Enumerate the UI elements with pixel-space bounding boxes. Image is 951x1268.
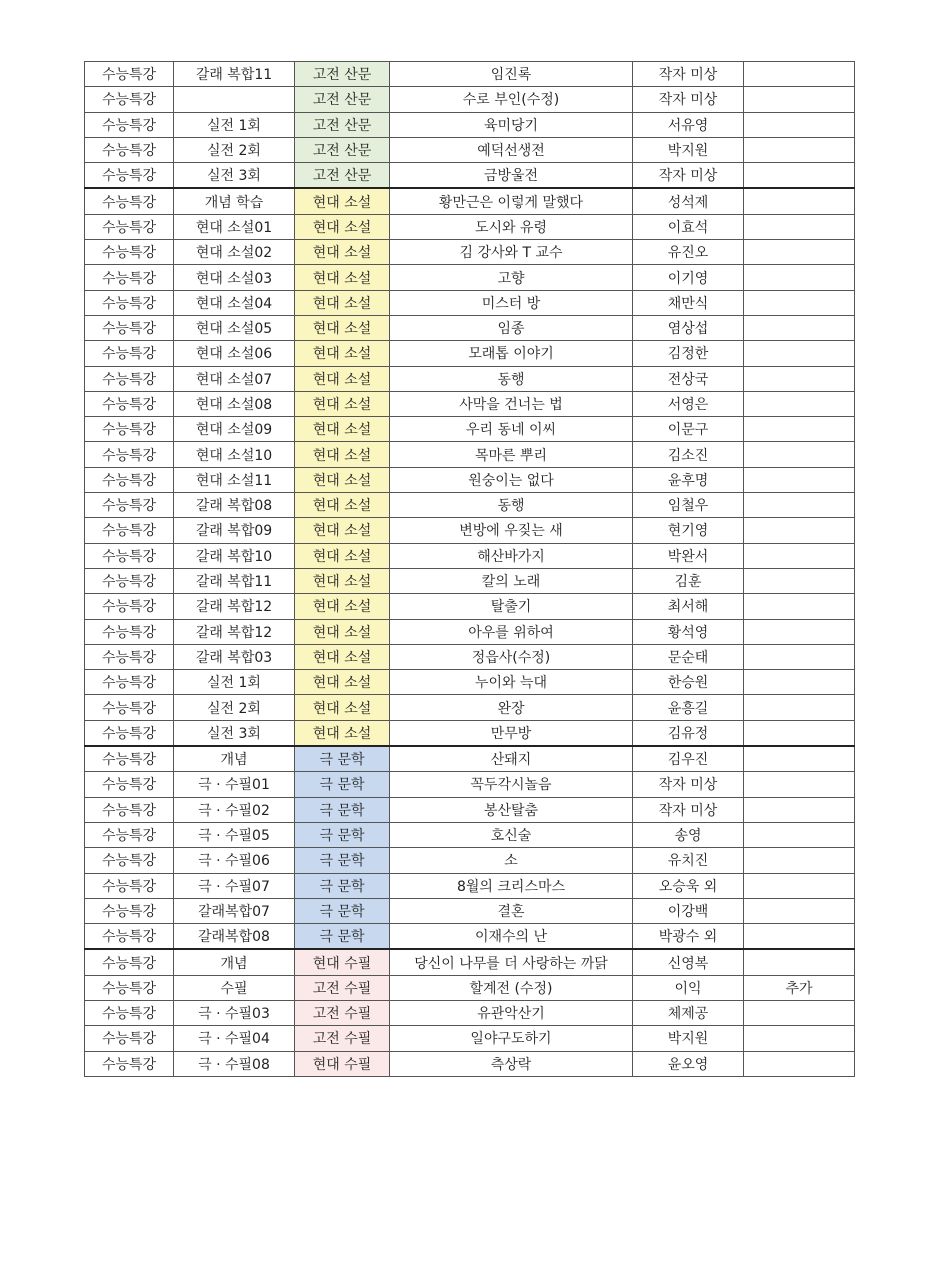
- category-cell: 수능특강: [85, 1051, 174, 1076]
- unit-cell: 현대 소설01: [174, 214, 295, 239]
- genre-cell: 현대 소설: [295, 619, 390, 644]
- author-cell: 오승욱 외: [633, 873, 744, 898]
- category-cell: 수능특강: [85, 746, 174, 772]
- author-cell: 현기영: [633, 518, 744, 543]
- genre-cell: 극 문학: [295, 746, 390, 772]
- genre-cell: 현대 소설: [295, 594, 390, 619]
- note-cell: [744, 746, 855, 772]
- note-cell: [744, 315, 855, 340]
- author-cell: 황석영: [633, 619, 744, 644]
- note-cell: [744, 62, 855, 87]
- unit-cell: 갈래 복합12: [174, 594, 295, 619]
- genre-cell: 현대 소설: [295, 644, 390, 669]
- genre-cell: 고전 산문: [295, 137, 390, 162]
- title-cell: 원숭이는 없다: [390, 467, 633, 492]
- unit-cell: 현대 소설03: [174, 265, 295, 290]
- table-row: [85, 391, 855, 416]
- table-row: [85, 695, 855, 720]
- category-cell: 수능특강: [85, 543, 174, 568]
- author-cell: 한승원: [633, 670, 744, 695]
- note-cell: [744, 240, 855, 265]
- note-cell: [744, 924, 855, 950]
- unit-cell: 실전 3회: [174, 720, 295, 746]
- title-cell: 봉산탈춤: [390, 797, 633, 822]
- genre-cell: 현대 수필: [295, 949, 390, 975]
- table-row: [85, 315, 855, 340]
- author-cell: 김정한: [633, 341, 744, 366]
- unit-cell: 개념 학습: [174, 188, 295, 214]
- title-cell: 측상락: [390, 1051, 633, 1076]
- author-cell: 채만식: [633, 290, 744, 315]
- author-cell: 이강백: [633, 898, 744, 923]
- table-row: [85, 493, 855, 518]
- title-cell: 도시와 유령: [390, 214, 633, 239]
- unit-cell: 현대 소설05: [174, 315, 295, 340]
- note-cell: [744, 391, 855, 416]
- table-row: [85, 163, 855, 189]
- genre-cell: 현대 소설: [295, 493, 390, 518]
- author-cell: 김훈: [633, 568, 744, 593]
- author-cell: 체제공: [633, 1000, 744, 1025]
- note-cell: [744, 1051, 855, 1076]
- category-cell: 수능특강: [85, 188, 174, 214]
- title-cell: 칼의 노래: [390, 568, 633, 593]
- note-cell: 추가: [744, 975, 855, 1000]
- unit-cell: 갈래 복합09: [174, 518, 295, 543]
- genre-cell: 현대 소설: [295, 442, 390, 467]
- category-cell: 수능특강: [85, 720, 174, 746]
- title-cell: 소: [390, 848, 633, 873]
- note-cell: [744, 670, 855, 695]
- author-cell: 서영은: [633, 391, 744, 416]
- title-cell: 아우를 위하여: [390, 619, 633, 644]
- note-cell: [744, 568, 855, 593]
- title-cell: 사막을 건너는 법: [390, 391, 633, 416]
- category-cell: 수능특강: [85, 341, 174, 366]
- title-cell: 미스터 방: [390, 290, 633, 315]
- category-cell: 수능특강: [85, 391, 174, 416]
- genre-cell: 극 문학: [295, 797, 390, 822]
- title-cell: 꼭두각시놀음: [390, 772, 633, 797]
- note-cell: [744, 644, 855, 669]
- note-cell: [744, 265, 855, 290]
- category-cell: 수능특강: [85, 568, 174, 593]
- table-row: [85, 1026, 855, 1051]
- title-cell: 수로 부인(수정): [390, 87, 633, 112]
- author-cell: 작자 미상: [633, 772, 744, 797]
- note-cell: [744, 137, 855, 162]
- table-row: [85, 543, 855, 568]
- note-cell: [744, 720, 855, 746]
- note-cell: [744, 1026, 855, 1051]
- unit-cell: 극 · 수필06: [174, 848, 295, 873]
- title-cell: 동행: [390, 366, 633, 391]
- note-cell: [744, 848, 855, 873]
- unit-cell: 실전 2회: [174, 137, 295, 162]
- table-row: [85, 1000, 855, 1025]
- unit-cell: 갈래 복합11: [174, 568, 295, 593]
- author-cell: 이기영: [633, 265, 744, 290]
- category-cell: 수능특강: [85, 442, 174, 467]
- note-cell: [744, 772, 855, 797]
- genre-cell: 고전 산문: [295, 62, 390, 87]
- category-cell: 수능특강: [85, 594, 174, 619]
- genre-cell: 현대 소설: [295, 290, 390, 315]
- author-cell: 유진오: [633, 240, 744, 265]
- unit-cell: 현대 소설06: [174, 341, 295, 366]
- table-row: [85, 265, 855, 290]
- table-row: [85, 214, 855, 239]
- author-cell: 이익: [633, 975, 744, 1000]
- table-row: [85, 290, 855, 315]
- table-row: [85, 467, 855, 492]
- category-cell: 수능특강: [85, 848, 174, 873]
- title-cell: 고향: [390, 265, 633, 290]
- title-cell: 탈출기: [390, 594, 633, 619]
- genre-cell: 현대 소설: [295, 315, 390, 340]
- category-cell: 수능특강: [85, 163, 174, 189]
- category-cell: 수능특강: [85, 493, 174, 518]
- table-row: [85, 341, 855, 366]
- note-cell: [744, 594, 855, 619]
- author-cell: 서유영: [633, 112, 744, 137]
- genre-cell: 현대 소설: [295, 391, 390, 416]
- note-cell: [744, 290, 855, 315]
- author-cell: 유치진: [633, 848, 744, 873]
- table-row: [85, 1051, 855, 1076]
- author-cell: 윤오영: [633, 1051, 744, 1076]
- title-cell: 임진록: [390, 62, 633, 87]
- title-cell: 당신이 나무를 더 사랑하는 까닭: [390, 949, 633, 975]
- table-row: [85, 137, 855, 162]
- genre-cell: 현대 소설: [295, 366, 390, 391]
- literature-list-table: [84, 61, 855, 1077]
- unit-cell: 극 · 수필07: [174, 873, 295, 898]
- category-cell: 수능특강: [85, 518, 174, 543]
- author-cell: 최서해: [633, 594, 744, 619]
- note-cell: [744, 341, 855, 366]
- note-cell: [744, 493, 855, 518]
- note-cell: [744, 442, 855, 467]
- title-cell: 결혼: [390, 898, 633, 923]
- author-cell: 박지원: [633, 137, 744, 162]
- unit-cell: 실전 2회: [174, 695, 295, 720]
- category-cell: 수능특강: [85, 112, 174, 137]
- unit-cell: 갈래 복합12: [174, 619, 295, 644]
- category-cell: 수능특강: [85, 1000, 174, 1025]
- table-row: [85, 644, 855, 669]
- table-row: [85, 417, 855, 442]
- title-cell: 정읍사(수정): [390, 644, 633, 669]
- table-row: [85, 797, 855, 822]
- note-cell: [744, 188, 855, 214]
- author-cell: 윤후명: [633, 467, 744, 492]
- genre-cell: 고전 산문: [295, 112, 390, 137]
- genre-cell: 고전 수필: [295, 1000, 390, 1025]
- table-row: [85, 518, 855, 543]
- category-cell: 수능특강: [85, 644, 174, 669]
- table-row: [85, 848, 855, 873]
- author-cell: 윤흥길: [633, 695, 744, 720]
- genre-cell: 극 문학: [295, 924, 390, 950]
- title-cell: 임종: [390, 315, 633, 340]
- table-row: [85, 949, 855, 975]
- category-cell: 수능특강: [85, 265, 174, 290]
- genre-cell: 고전 산문: [295, 87, 390, 112]
- note-cell: [744, 822, 855, 847]
- author-cell: 작자 미상: [633, 797, 744, 822]
- note-cell: [744, 112, 855, 137]
- table-row: [85, 62, 855, 87]
- author-cell: 송영: [633, 822, 744, 847]
- unit-cell: 현대 소설07: [174, 366, 295, 391]
- note-cell: [744, 417, 855, 442]
- note-cell: [744, 873, 855, 898]
- title-cell: 호신술: [390, 822, 633, 847]
- table-row: [85, 188, 855, 214]
- category-cell: 수능특강: [85, 214, 174, 239]
- author-cell: 문순태: [633, 644, 744, 669]
- category-cell: 수능특강: [85, 417, 174, 442]
- genre-cell: 현대 소설: [295, 417, 390, 442]
- category-cell: 수능특강: [85, 1026, 174, 1051]
- title-cell: 모래톱 이야기: [390, 341, 633, 366]
- table-row: [85, 924, 855, 950]
- title-cell: 우리 동네 이씨: [390, 417, 633, 442]
- genre-cell: 현대 소설: [295, 543, 390, 568]
- unit-cell: 갈래 복합03: [174, 644, 295, 669]
- category-cell: 수능특강: [85, 670, 174, 695]
- category-cell: 수능특강: [85, 137, 174, 162]
- note-cell: [744, 543, 855, 568]
- title-cell: 할계전 (수정): [390, 975, 633, 1000]
- table-row: [85, 822, 855, 847]
- table-row: [85, 772, 855, 797]
- genre-cell: 고전 수필: [295, 1026, 390, 1051]
- genre-cell: 현대 소설: [295, 695, 390, 720]
- table-row: [85, 240, 855, 265]
- unit-cell: 극 · 수필05: [174, 822, 295, 847]
- genre-cell: 현대 소설: [295, 467, 390, 492]
- unit-cell: 극 · 수필04: [174, 1026, 295, 1051]
- unit-cell: 실전 3회: [174, 163, 295, 189]
- table-row: [85, 746, 855, 772]
- note-cell: [744, 518, 855, 543]
- category-cell: 수능특강: [85, 949, 174, 975]
- category-cell: 수능특강: [85, 695, 174, 720]
- unit-cell: 현대 소설04: [174, 290, 295, 315]
- genre-cell: 현대 소설: [295, 240, 390, 265]
- category-cell: 수능특강: [85, 797, 174, 822]
- author-cell: 박완서: [633, 543, 744, 568]
- title-cell: 예덕선생전: [390, 137, 633, 162]
- table-row: [85, 720, 855, 746]
- table-row: [85, 873, 855, 898]
- title-cell: 8월의 크리스마스: [390, 873, 633, 898]
- note-cell: [744, 949, 855, 975]
- category-cell: 수능특강: [85, 366, 174, 391]
- category-cell: 수능특강: [85, 619, 174, 644]
- category-cell: 수능특강: [85, 240, 174, 265]
- note-cell: [744, 163, 855, 189]
- title-cell: 완장: [390, 695, 633, 720]
- unit-cell: 극 · 수필08: [174, 1051, 295, 1076]
- note-cell: [744, 87, 855, 112]
- note-cell: [744, 214, 855, 239]
- unit-cell: 현대 소설02: [174, 240, 295, 265]
- category-cell: 수능특강: [85, 87, 174, 112]
- genre-cell: 현대 소설: [295, 341, 390, 366]
- title-cell: 목마른 뿌리: [390, 442, 633, 467]
- title-cell: 유관악산기: [390, 1000, 633, 1025]
- author-cell: 신영복: [633, 949, 744, 975]
- title-cell: 일야구도하기: [390, 1026, 633, 1051]
- genre-cell: 현대 소설: [295, 214, 390, 239]
- category-cell: 수능특강: [85, 315, 174, 340]
- author-cell: 성석제: [633, 188, 744, 214]
- genre-cell: 극 문학: [295, 898, 390, 923]
- genre-cell: 극 문학: [295, 822, 390, 847]
- category-cell: 수능특강: [85, 924, 174, 950]
- author-cell: 김소진: [633, 442, 744, 467]
- table-row: [85, 975, 855, 1000]
- author-cell: 박광수 외: [633, 924, 744, 950]
- unit-cell: 현대 소설08: [174, 391, 295, 416]
- author-cell: 작자 미상: [633, 163, 744, 189]
- category-cell: 수능특강: [85, 62, 174, 87]
- unit-cell: 개념: [174, 949, 295, 975]
- table-row: [85, 594, 855, 619]
- genre-cell: 극 문학: [295, 873, 390, 898]
- category-cell: 수능특강: [85, 467, 174, 492]
- unit-cell: 갈래 복합11: [174, 62, 295, 87]
- unit-cell: 개념: [174, 746, 295, 772]
- title-cell: 황만근은 이렇게 말했다: [390, 188, 633, 214]
- genre-cell: 현대 소설: [295, 670, 390, 695]
- genre-cell: 현대 소설: [295, 188, 390, 214]
- table-row: [85, 898, 855, 923]
- table-row: [85, 366, 855, 391]
- table-row: [85, 670, 855, 695]
- table-row: [85, 87, 855, 112]
- genre-cell: 고전 산문: [295, 163, 390, 189]
- title-cell: 육미당기: [390, 112, 633, 137]
- genre-cell: 극 문학: [295, 848, 390, 873]
- table-row: [85, 442, 855, 467]
- unit-cell: 극 · 수필02: [174, 797, 295, 822]
- title-cell: 금방울전: [390, 163, 633, 189]
- unit-cell: 극 · 수필03: [174, 1000, 295, 1025]
- unit-cell: 갈래복합08: [174, 924, 295, 950]
- title-cell: 김 강사와 T 교수: [390, 240, 633, 265]
- unit-cell: 현대 소설10: [174, 442, 295, 467]
- author-cell: 작자 미상: [633, 62, 744, 87]
- author-cell: 박지원: [633, 1026, 744, 1051]
- category-cell: 수능특강: [85, 898, 174, 923]
- genre-cell: 현대 수필: [295, 1051, 390, 1076]
- unit-cell: 갈래 복합10: [174, 543, 295, 568]
- table-row: [85, 112, 855, 137]
- category-cell: 수능특강: [85, 873, 174, 898]
- genre-cell: 고전 수필: [295, 975, 390, 1000]
- category-cell: 수능특강: [85, 290, 174, 315]
- title-cell: 누이와 늑대: [390, 670, 633, 695]
- genre-cell: 현대 소설: [295, 265, 390, 290]
- title-cell: 변방에 우짖는 새: [390, 518, 633, 543]
- unit-cell: 현대 소설09: [174, 417, 295, 442]
- table-body: [85, 62, 855, 1077]
- genre-cell: 극 문학: [295, 772, 390, 797]
- note-cell: [744, 1000, 855, 1025]
- genre-cell: 현대 소설: [295, 518, 390, 543]
- unit-cell: 현대 소설11: [174, 467, 295, 492]
- table-row: [85, 619, 855, 644]
- author-cell: 김우진: [633, 746, 744, 772]
- note-cell: [744, 695, 855, 720]
- author-cell: 작자 미상: [633, 87, 744, 112]
- note-cell: [744, 619, 855, 644]
- author-cell: 전상국: [633, 366, 744, 391]
- title-cell: 해산바가지: [390, 543, 633, 568]
- category-cell: 수능특강: [85, 772, 174, 797]
- title-cell: 이재수의 난: [390, 924, 633, 950]
- unit-cell: 극 · 수필01: [174, 772, 295, 797]
- category-cell: 수능특강: [85, 822, 174, 847]
- author-cell: 염상섭: [633, 315, 744, 340]
- note-cell: [744, 366, 855, 391]
- title-cell: 동행: [390, 493, 633, 518]
- table-row: [85, 568, 855, 593]
- author-cell: 이효석: [633, 214, 744, 239]
- genre-cell: 현대 소설: [295, 720, 390, 746]
- unit-cell: 갈래 복합08: [174, 493, 295, 518]
- unit-cell: 실전 1회: [174, 670, 295, 695]
- unit-cell: 갈래복합07: [174, 898, 295, 923]
- category-cell: 수능특강: [85, 975, 174, 1000]
- note-cell: [744, 797, 855, 822]
- unit-cell: [174, 87, 295, 112]
- author-cell: 이문구: [633, 417, 744, 442]
- unit-cell: 실전 1회: [174, 112, 295, 137]
- title-cell: 산돼지: [390, 746, 633, 772]
- author-cell: 김유정: [633, 720, 744, 746]
- unit-cell: 수필: [174, 975, 295, 1000]
- author-cell: 임철우: [633, 493, 744, 518]
- title-cell: 만무방: [390, 720, 633, 746]
- note-cell: [744, 898, 855, 923]
- note-cell: [744, 467, 855, 492]
- genre-cell: 현대 소설: [295, 568, 390, 593]
